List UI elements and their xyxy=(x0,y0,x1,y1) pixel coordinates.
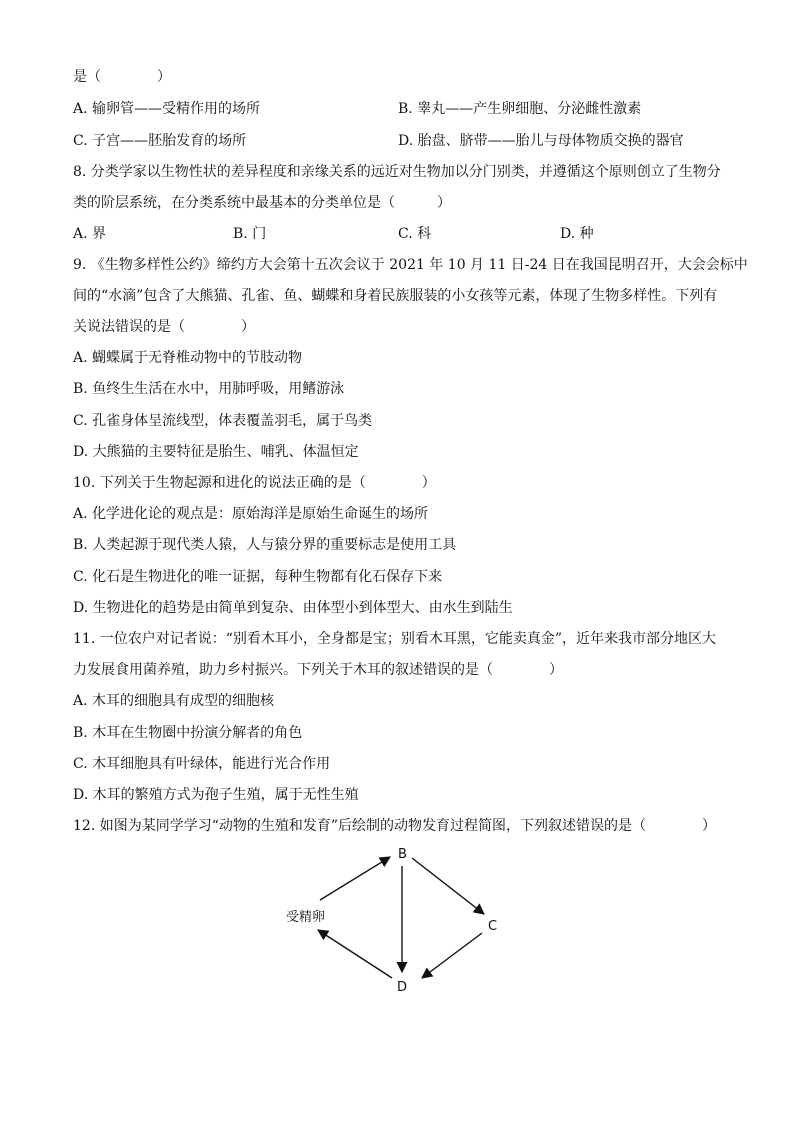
q9-option-a: A. 蝴蝶属于无脊椎动物中的节肢动物 xyxy=(73,350,303,366)
development-cycle-diagram xyxy=(270,840,530,1000)
q7-stem-tail: 是（ ） xyxy=(73,69,171,85)
q11-option-b: B. 木耳在生物圈中扮演分解者的角色 xyxy=(73,725,303,741)
q10-stem: 10. 下列关于生物起源和进化的说法正确的是（ ） xyxy=(73,475,436,491)
q12-stem: 12. 如图为某同学学习“动物的生殖和发育”后绘制的动物发育过程简图，下列叙述错误的是（ ） xyxy=(73,818,717,834)
q8-option-b: B. 门 xyxy=(233,226,267,242)
q11-option-d: D. 木耳的繁殖方式为孢子生殖，属于无性生殖 xyxy=(73,787,359,803)
q8-stem-line1: 8. 分类学家以生物性状的差异程度和亲缘关系的远近对生物加以分门别类，并遵循这个原则创立了生物分 xyxy=(73,164,721,180)
q10-option-d: D. 生物进化的趋势是由简单到复杂、由体型小到体型大、由水生到陆生 xyxy=(73,600,513,616)
q8-option-d: D. 种 xyxy=(560,226,594,242)
q11-option-c: C. 木耳细胞具有叶绿体，能进行光合作用 xyxy=(73,756,331,772)
q9-option-c: C. 孔雀身体呈流线型，体表覆盖羽毛，属于鸟类 xyxy=(73,413,373,429)
arrow-egg-to-b xyxy=(320,857,390,900)
q8-option-c: C. 科 xyxy=(398,226,432,242)
node-fertilized-egg: 受精卵 xyxy=(286,910,326,925)
node-c: C xyxy=(488,919,498,934)
q9-stem-line3: 关说法错误的是（ ） xyxy=(73,319,255,335)
q9-stem-line2: 间的“水滴”包含了大熊猫、孔雀、鱼、蝴蝶和身着民族服装的小女孩等元素，体现了生物多样性。下列有 xyxy=(73,288,718,304)
arrow-b-to-c xyxy=(412,858,484,914)
q8-option-a: A. 界 xyxy=(73,226,107,242)
node-b: B xyxy=(398,847,407,862)
q9-option-b: B. 鱼终生生活在水中，用肺呼吸，用鳍游泳 xyxy=(73,381,345,397)
q8-stem-line2: 类的阶层系统，在分类系统中最基本的分类单位是（ ） xyxy=(73,195,451,211)
q10-option-b: B. 人类起源于现代类人猿，人与猿分界的重要标志是使用工具 xyxy=(73,537,457,553)
node-d: D xyxy=(397,980,408,995)
q11-stem-line1: 11. 一位农户对记者说：“别看木耳小，全身都是宝；别看木耳黑，它能卖真金”，近年来我市部分地区大 xyxy=(73,631,717,647)
q11-stem-line2: 力发展食用菌养殖，助力乡村振兴。下列关于木耳的叙述错误的是（ ） xyxy=(73,662,563,678)
q7-option-b: B. 睾丸——产生卵细胞、分泌雌性激素 xyxy=(398,101,642,117)
q11-option-a: A. 木耳的细胞具有成型的细胞核 xyxy=(73,693,275,709)
arrow-d-to-egg xyxy=(318,930,392,978)
arrow-c-to-d xyxy=(422,933,482,978)
q7-option-a: A. 输卵管——受精作用的场所 xyxy=(73,101,261,117)
q9-stem-line1: 9. 《生物多样性公约》缔约方大会第十五次会议于 2021 年 10 月 11 日-24 日在我国昆明召开，大会会标中 xyxy=(73,257,748,273)
q10-option-a: A. 化学进化论的观点是：原始海洋是原始生命诞生的场所 xyxy=(73,506,429,522)
q7-option-d: D. 胎盘、脐带——胎儿与母体物质交换的器官 xyxy=(398,133,684,149)
q10-option-c: C. 化石是生物进化的唯一证据，每种生物都有化石保存下来 xyxy=(73,569,443,585)
q7-option-c: C. 子宫——胚胎发育的场所 xyxy=(73,133,247,149)
q9-option-d: D. 大熊猫的主要特征是胎生、哺乳、体温恒定 xyxy=(73,444,359,460)
